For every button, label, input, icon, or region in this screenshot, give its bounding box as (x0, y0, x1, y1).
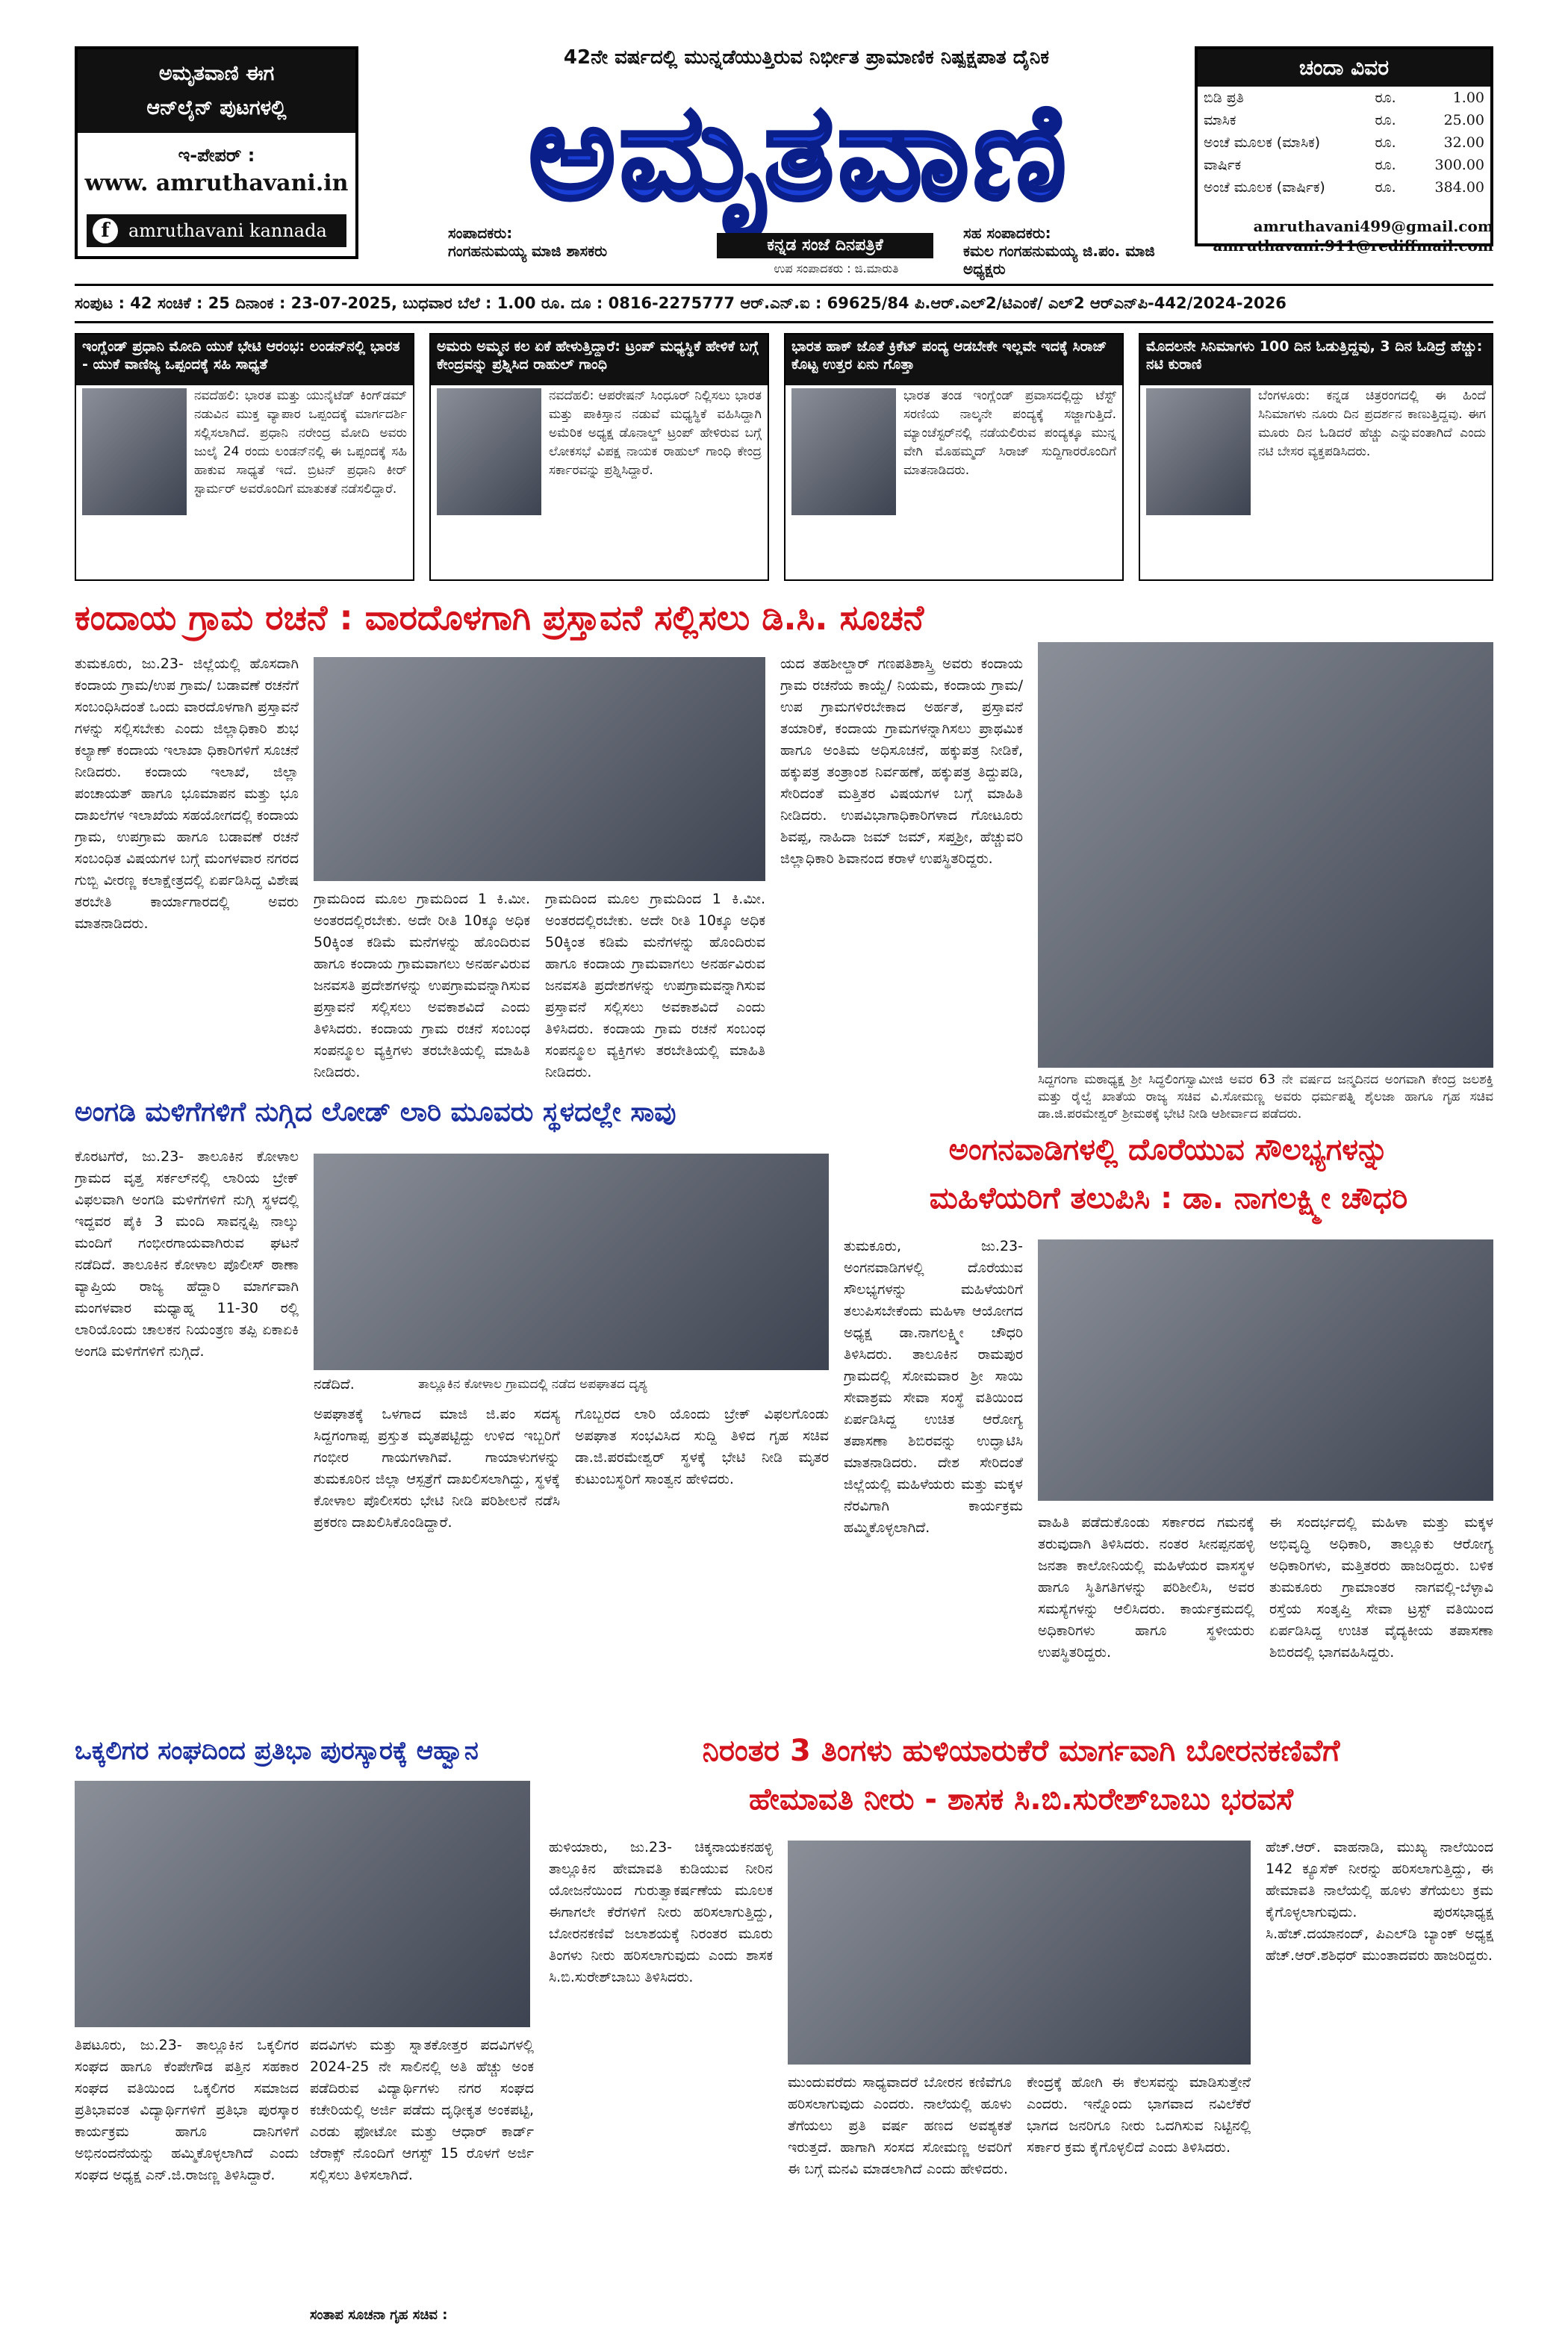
hemavathi-headline-2[interactable]: ಹೇಮಾವತಿ ನೀರು - ಶಾಸಕ ಸಿ.ಬಿ.ಸುರೇಶ್‌ಬಾಬು ಭರವಸೆ (749, 1782, 1293, 1817)
top-news-box[interactable] (784, 333, 1124, 581)
editor-block (448, 224, 717, 260)
facebook-badge[interactable] (87, 214, 346, 247)
rate-label: ಅಂಚೆ ಮೂಲಕ (ಮಾಸಿಕ) (1204, 134, 1321, 151)
top-news-headline: ಮೊದಲನೇ ಸಿನಿಮಾಗಳು 100 ದಿನ ಓಡುತ್ತಿದ್ದವು, 3 ದಿನ ಓಡಿದ್ರೆ ಹೆಚ್ಚು: ನಟಿ ಕುರಾಣಿ (1140, 335, 1492, 385)
rate-value: 32.00 (1443, 134, 1484, 151)
anganwadi-col-3: ಈ ಸಂದರ್ಭದಲ್ಲಿ ಮಹಿಳಾ ಮತ್ತು ಮಕ್ಕಳ ಅಭಿವೃದ್ಧಿ ಅಧಿಕಾರಿ, ತಾಲ್ಲೂಕು ಆರೋಗ್ಯ ಅಧಿಕಾರಿಗಳು, ಮತ್ತಿತರರು ಹಾಜರಿದ್ದರು. ಬಳಿಕ ತುಮಕೂರು ಗ್ರಾಮಾಂತರ ನಾಗವಲ್ಲಿ-ಬೆಳ್ಳಾವಿ ರಸ್ತೆಯ ಸಂತೃಪ್ತಿ ಸೇವಾ ಟ್ರಸ್ಟ್ ವತಿಯಿಂದ ಏರ್ಪಡಿಸಿದ್ದ ಉಚಿತ ವೈದ್ಯಕೀಯ ತಪಾಸಣಾ ಶಿಬಿರದಲ್ಲಿ ಭಾಗವಹಿಸಿದ್ದರು. (1269, 1514, 1493, 1661)
hemavathi-col-3: ಕೇಂದ್ರಕ್ಕೆ ಹೋಗಿ ಈ ಕೆಲಸವನ್ನು ಮಾಡಿಸುತ್ತೇನೆ ಎಂದರು. ಇನ್ನೊಂದು ಭಾಗವಾದ ನವಿಲೆಕೆರೆ ಭಾಗದ ಜನರಿಗೂ ನೀರು ಒದಗಿಸುವ ನಿಟ್ಟಿನಲ್ಲಿ ಸರ್ಕಾರ ಕ್ರಮ ಕೈಗೊಳ್ಳಲಿದೆ ಎಂದು ತಿಳಿಸಿದರು. (1027, 2074, 1251, 2156)
top-news-text: ನವದೆಹಲಿ: ಭಾರತ ಮತ್ತು ಯುನೈಟೆಡ್ ಕಿಂಗ್‌ಡಮ್ ನಡುವಿನ ಮುಕ್ತ ವ್ಯಾಪಾರ ಒಪ್ಪಂದಕ್ಕೆ ಮಾರ್ಗದರ್ಶಿ ಸಲ್ಲಿಸಲಾಗಿದೆ. ಪ್ರಧಾನಿ ನರೇಂದ್ರ ಮೋದಿ ಅವರು ಜುಲೈ 24 ರಂದು ಲಂಡನ್‌ನಲ್ಲಿ ಈ ಒಪ್ಪಂದಕ್ಕೆ ಸಹಿ ಹಾಕುವ ಸಾಧ್ಯತೆ ಇದೆ. ಬ್ರಿಟನ್ ಪ್ರಧಾನಿ ಕೀರ್ ಸ್ಟಾರ್ಮರ್ ಅವರೊಂದಿಗೆ ಮಾತುಕತೆ ನಡೆಸಲಿದ್ದಾರೆ. (194, 388, 407, 497)
hemavathi-col-1: ಹುಳಿಯಾರು, ಜು.23- ಚಿಕ್ಕನಾಯಕನಹಳ್ಳಿ ತಾಲ್ಲೂಕಿನ ಹೇಮಾವತಿ ಕುಡಿಯುವ ನೀರಿನ ಯೋಜನೆಯಿಂದ ಗುರುತ್ವಾಕರ್ಷಣೆಯ ಮೂಲಕ ಈಗಾಗಲೇ ಕೆರೆಗಳಿಗೆ ನೀರು ಹರಿಸಲಾಗುತ್ತಿದ್ದು, ಬೋರನಕಣಿವೆ ಜಲಾಶಯಕ್ಕೆ ನಿರಂತರ ಮೂರು ತಿಂಗಳು ನೀರು ಹರಿಸಲಾಗುವುದು ಎಂದು ಶಾಸಕ ಸಿ.ಬಿ.ಸುರೇಶ್‌ಬಾಬು ತಿಳಿಸಿದರು. (549, 1839, 773, 1985)
accident-col-2: ಅಪಘಾತಕ್ಕೆ ಒಳಗಾದ ಮಾಜಿ ಜಿ.ಪಂ ಸದಸ್ಯ ಸಿದ್ದಗಂಗಾಪ್ಪ ಪ್ರಸ್ತುತ ಮೃತಪಟ್ಟಿದ್ದು ಉಳಿದ ಇಬ್ಬರಿಗೆ ಗಂಭೀರ ಗಾಯಗಳಾಗಿವೆ. ಗಾಯಾಳುಗಳನ್ನು ತುಮಕೂರಿನ ಜಿಲ್ಲಾ ಆಸ್ಪತ್ರೆಗೆ ದಾಖಲಿಸಲಾಗಿದ್ದು, ಸ್ಥಳಕ್ಕೆ ಕೋಳಾಲ ಪೊಲೀಸರು ಭೇಟಿ ನೀಡಿ ಪರಿಶೀಲನೆ ನಡೆಸಿ ಪ್ರಕರಣ ದಾಖಲಿಸಿಕೊಂಡಿದ್ದಾರೆ. (314, 1406, 560, 1531)
email-1[interactable]: amruthavani499@gmail.com (1253, 217, 1493, 235)
top-news-headline: ಇಂಗ್ಲೆಂಡ್ ಪ್ರಧಾನಿ ಮೋದಿ ಯುಕೆ ಭೇಟಿ ಆರಂಭ: ಲಂಡನ್‌ನಲ್ಲಿ ಭಾರತ - ಯುಕೆ ವಾಣಿಜ್ಯ ಒಪ್ಪಂದಕ್ಕೆ ಸಹಿ ಸಾಧ್ಯತೆ (76, 335, 413, 385)
editor-label: ಸಂಪಾದಕರು: (448, 224, 513, 242)
top-news-headline: ಅಮರು ಅಮ್ಮನ ಕಲ ಏಕೆ ಹೇಳುತ್ತಿದ್ದಾರೆ: ಟ್ರಂಪ್ ಮಧ್ಯಸ್ಥಿಕೆ ಹೇಳಿಕೆ ಬಗ್ಗೆ ಕೇಂದ್ರವನ್ನು ಪ್ರಶ್ನಿಸಿದ ರಾಹುಲ್ ಗಾಂಧಿ (431, 335, 768, 385)
facebook-icon: f (93, 218, 118, 243)
accident-photo (314, 1154, 829, 1370)
promo-heading (78, 49, 355, 133)
workshop-photo (314, 657, 765, 881)
hemavathi-col-2: ಮುಂದುವರೆದು ಸಾಧ್ಯವಾದರೆ ಬೋರನ ಕಣಿವೆಗೂ ಹರಿಸಲಾಗುವುದು ಎಂದರು. ನಾಲೆಯಲ್ಲಿ ಹೂಳು ತೆಗೆಯಲು ಪ್ರತಿ ವರ್ಷ ಹಣದ ಅವಶ್ಯಕತೆ ಇರುತ್ತದೆ. ಹಾಗಾಗಿ ಸಂಸದ ಸೋಮಣ್ಣ ಅವರಿಗೆ ಈ ಬಗ್ಗೆ ಮನವಿ ಮಾಡಲಾಗಿದೆ ಎಂದು ಹೇಳಿದರು. (788, 2074, 1012, 2177)
subscription-row (1198, 87, 1490, 109)
coeditor-label: ಸಹ ಸಂಪಾದಕರು: (963, 224, 1051, 242)
accident-caption-left: ನಡೆದಿದೆ. (314, 1376, 355, 1393)
rate-currency: ರೂ. (1375, 134, 1396, 151)
hemavathi-photo (788, 1841, 1251, 2065)
subscription-row (1198, 131, 1490, 154)
divider (75, 284, 1493, 286)
vokkaliga-headline[interactable]: ಒಕ್ಕಲಿಗರ ಸಂಘದಿಂದ ಪ್ರತಿಭಾ ಪುರಸ್ಕಾರಕ್ಕೆ ಆಹ್ವಾನ (75, 1736, 479, 1766)
news-photo (437, 388, 541, 515)
editor-name: ಗಂಗಹನುಮಯ್ಯ ಮಾಜಿ ಶಾಸಕರು (448, 242, 608, 260)
vokkaliga-photo (75, 1781, 530, 2027)
siddaganga-photo (1038, 642, 1493, 1068)
top-news-headline: ಭಾರತ ಹಾಕ್ ಜೊತೆ ಕ್ರಿಕೆಟ್ ಪಂದ್ಯ ಆಡಬೇಕೇ ಇಲ್ಲವೇ ಇದಕ್ಕೆ ಸಿರಾಜ್ ಕೊಟ್ಟ ಉತ್ತರ ಏನು ಗೊತ್ತಾ (785, 335, 1122, 385)
website-link[interactable]: www. amruthavani.in (84, 170, 349, 196)
vokkaliga-col-2: ಪದವಿಗಳು ಮತ್ತು ಸ್ನಾತಕೋತ್ತರ ಪದವಿಗಳಲ್ಲಿ 2024-25 ನೇ ಸಾಲಿನಲ್ಲಿ ಅತಿ ಹೆಚ್ಚು ಅಂಕ ಪಡೆದಿರುವ ವಿದ್ಯಾರ್ಥಿಗಳು ನಗರ ಸಂಘದ ಕಚೇರಿಯಲ್ಲಿ ಅರ್ಜಿ ಪಡೆದು ದೃಢೀಕೃತ ಅಂಕಪಟ್ಟಿ, ಎರಡು ಫೋಟೋ ಮತ್ತು ಆಧಾರ್ ಕಾರ್ಡ್ ಜೆರಾಕ್ಸ್ ನೊಂದಿಗೆ ಆಗಸ್ಟ್ 15 ರೊಳಗೆ ಅರ್ಜಿ ಸಲ್ಲಿಸಲು ತಿಳಿಸಲಾಗಿದೆ. (310, 2037, 534, 2183)
facebook-label: amruthavani kannada (128, 220, 327, 241)
epaper-label: ಇ-ಪೇಪರ್ : (178, 145, 255, 166)
rate-currency: ರೂ. (1375, 157, 1396, 173)
rate-label: ವಾರ್ಷಿಕ (1204, 157, 1242, 173)
anganwadi-headline-2[interactable]: ಮಹಿಳೆಯರಿಗೆ ತಲುಪಿಸಿ : ಡಾ. ನಾಗಲಕ್ಷ್ಮೀ ಚೌಧರಿ (929, 1181, 1408, 1216)
top-news-text: ನವದೆಹಲಿ: ಆಪರೇಷನ್ ಸಿಂಧೂರ್ ನಿಲ್ಲಿಸಲು ಭಾರತ ಮತ್ತು ಪಾಕಿಸ್ತಾನ ನಡುವೆ ಮಧ್ಯಸ್ಥಿಕೆ ವಹಿಸಿದ್ದಾಗಿ ಅಮೆರಿಕ ಅಧ್ಯಕ್ಷ ಡೊನಾಲ್ಡ್ ಟ್ರಂಪ್ ಹೇಳಿರುವ ಬಗ್ಗೆ ಲೋಕಸಭೆ ವಿಪಕ್ಷ ನಾಯಕ ರಾಹುಲ್ ಗಾಂಧಿ ಕೇಂದ್ರ ಸರ್ಕಾರವನ್ನು ಪ್ರಶ್ನಿಸಿದ್ದಾರೆ. (549, 388, 762, 478)
siddaganga-caption: ಸಿದ್ದಗಂಗಾ ಮಠಾಧ್ಯಕ್ಷ ಶ್ರೀ ಸಿದ್ಧಲಿಂಗಸ್ವಾಮೀಜಿ ಅವರ 63 ನೇ ವರ್ಷದ ಜನ್ಮದಿನದ ಅಂಗವಾಗಿ ಕೇಂದ್ರ ಜಲಶಕ್ತಿ ಮತ್ತು ರೈಲ್ವೆ ಖಾತೆಯ ರಾಜ್ಯ ಸಚಿವ ವಿ.ಸೋಮಣ್ಣ ಅವರು ಧರ್ಮಪತ್ನಿ ಶೈಲಜಾ ಹಾಗೂ ಗೃಹ ಸಚಿವ ಡಾ.ಜಿ.ಪರಮೇಶ್ವರ್ ಶ್ರೀಮಠಕ್ಕೆ ಭೇಟಿ ನೀಡಿ ಆಶೀರ್ವಾದ ಪಡೆದರು. (1038, 1072, 1493, 1121)
main-col-1: ತುಮಕೂರು, ಜು.23- ಜಿಲ್ಲೆಯಲ್ಲಿ ಹೊಸದಾಗಿ ಕಂದಾಯ ಗ್ರಾಮ/ಉಪ ಗ್ರಾಮ/ ಬಡಾವಣೆ ರಚನೆಗೆ ಸಂಬಂಧಿಸಿದಂತೆ ಒಂದು ವಾರದೊಳಗಾಗಿ ಪ್ರಸ್ತಾವನೆ ಗಳನ್ನು ಸಲ್ಲಿಸಬೇಕು ಎಂದು ಜಿಲ್ಲಾಧಿಕಾರಿ ಶುಭ ಕಲ್ಯಾಣ್ ಕಂದಾಯ ಇಲಾಖಾ ಧಿಕಾರಿಗಳಿಗೆ ಸೂಚನೆ ನೀಡಿದರು. ಕಂದಾಯ ಇಲಾಖೆ, ಜಿಲ್ಲಾ ಪಂಚಾಯತ್ ಹಾಗೂ ಭೂಮಾಪನ ಮತ್ತು ಭೂ ದಾಖಲೆಗಳ ಇಲಾಖೆಯ ಸಹಯೋಗದಲ್ಲಿ ಕಂದಾಯ ಗ್ರಾಮ, ಉಪಗ್ರಾಮ ಹಾಗೂ ಬಡಾವಣೆ ರಚನೆ ಸಂಬಂಧಿತ ವಿಷಯಗಳ ಬಗ್ಗೆ ಮಂಗಳವಾರ ನಗರದ ಗುಬ್ಬಿ ವೀರಣ್ಣ ಕಲಾಕ್ಷೇತ್ರದಲ್ಲಿ ಏರ್ಪಡಿಸಿದ್ದ ವಿಶೇಷ ತರಬೇತಿ ಕಾರ್ಯಾಗಾರದಲ್ಲಿ ಅವರು ಮಾತನಾಡಿದರು. (75, 656, 299, 932)
main-col-3: ಯದ ತಹಶೀಲ್ದಾರ್ ಗಣಪತಿಶಾಸ್ತ್ರಿ ಅವರು ಕಂದಾಯ ಗ್ರಾಮ ರಚನೆಯ ಕಾಯ್ದೆ/ ನಿಯಮ, ಕಂದಾಯ ಗ್ರಾಮ/ಉಪ ಗ್ರಾಮಗಳಿರಬೇಕಾದ ಅರ್ಹತೆ, ಪ್ರಸ್ತಾವನೆ ತಯಾರಿಕೆ, ಕಂದಾಯ ಗ್ರಾಮಗಳನ್ನಾಗಿಸಲು ಪ್ರಾಥಮಿಕ ಹಾಗೂ ಅಂತಿಮ ಅಧಿಸೂಚನೆ, ಹಕ್ಕುಪತ್ರ ನೀಡಿಕೆ, ಹಕ್ಕುಪತ್ರ ತಂತ್ರಾಂಶ ನಿರ್ವಹಣೆ, ಹಕ್ಕುಪತ್ರ ತಿದ್ದುಪಡಿ, ಸೇರಿದಂತೆ ಮತ್ತಿತರ ವಿಷಯಗಳ ಬಗ್ಗೆ ಮಾಹಿತಿ ನೀಡಿದರು. ಉಪವಿಭಾಗಾಧಿಕಾರಿಗಳಾದ ಗೋಟೂರು ಶಿವಪ್ಪ, ನಾಹಿದಾ ಜಮ್ ಜಮ್, ಸಪ್ತಶ್ರೀ, ಹೆಚ್ಚುವರಿ ಜಿಲ್ಲಾಧಿಕಾರಿ ಶಿವಾನಂದ ಕರಾಳೆ ಉಪಸ್ಥಿತರಿದ್ದರು. (780, 656, 1023, 867)
rate-currency: ರೂ. (1375, 90, 1396, 106)
online-promo-box (75, 46, 358, 259)
subscription-title: ಚಂದಾ ವಿವರ (1198, 49, 1490, 87)
subscription-table (1198, 87, 1490, 199)
promo-line-2: ಆನ್‌ಲೈನ್ ಪುಟಗಳಲ್ಲಿ (146, 96, 287, 119)
rate-value: 1.00 (1452, 90, 1484, 106)
main-col-2a: ಗ್ರಾಮದಿಂದ ಮೂಲ ಗ್ರಾಮದಿಂದ 1 ಕಿ.ಮೀ. ಅಂತರದಲ್ಲಿರಬೇಕು. ಅದೇ ರೀತಿ 10ಕ್ಕೂ ಅಧಿಕ 50ಕ್ಕಿಂತ ಕಡಿಮೆ ಮನೆಗಳನ್ನು ಹೊಂದಿರುವ ಹಾಗೂ ಕಂದಾಯ ಗ್ರಾಮವಾಗಲು ಅನರ್ಹವಿರುವ ಜನವಸತಿ ಪ್ರದೇಶಗಳನ್ನು ಉಪಗ್ರಾಮವನ್ನಾಗಿಸುವ ಪ್ರಸ್ತಾವನೆ ಸಲ್ಲಿಸಲು ಅವಕಾಶವಿದೆ ಎಂದು ತಿಳಿಸಿದರು. ಕಂದಾಯ ಗ್ರಾಮ ರಚನೆ ಸಂಬಂಧ ಸಂಪನ್ಮೂಲ ವ್ಯಕ್ತಿಗಳು ತರಬೇತಿಯಲ್ಲಿ ಮಾಹಿತಿ ನೀಡಿದರು. (314, 891, 530, 1080)
contact-emails (1202, 217, 1493, 255)
rate-value: 25.00 (1443, 112, 1484, 128)
top-news-box[interactable] (1139, 333, 1493, 581)
rate-label: ಬಿಡಿ ಪ್ರತಿ (1204, 90, 1244, 106)
rate-value: 300.00 (1434, 157, 1484, 173)
news-photo (1146, 388, 1251, 515)
email-2[interactable]: amruthavani.911@rediffmail.com (1213, 237, 1493, 255)
main-col-2b: ಗ್ರಾಮದಿಂದ ಮೂಲ ಗ್ರಾಮದಿಂದ 1 ಕಿ.ಮೀ. ಅಂತರದಲ್ಲಿರಬೇಕು. ಅದೇ ರೀತಿ 10ಕ್ಕೂ ಅಧಿಕ 50ಕ್ಕಿಂತ ಕಡಿಮೆ ಮನೆಗಳನ್ನು ಹೊಂದಿರುವ ಹಾಗೂ ಕಂದಾಯ ಗ್ರಾಮವಾಗಲು ಅನರ್ಹವಿರುವ ಜನವಸತಿ ಪ್ರದೇಶಗಳನ್ನು ಉಪಗ್ರಾಮವನ್ನಾಗಿಸುವ ಪ್ರಸ್ತಾವನೆ ಸಲ್ಲಿಸಲು ಅವಕಾಶವಿದೆ ಎಂದು ತಿಳಿಸಿದರು. ಕಂದಾಯ ಗ್ರಾಮ ರಚನೆ ಸಂಬಂಧ ಸಂಪನ್ಮೂಲ ವ್ಯಕ್ತಿಗಳು ತರಬೇತಿಯಲ್ಲಿ ಮಾಹಿತಿ ನೀಡಿದರು. (545, 891, 765, 1080)
main-headline[interactable]: ಕಂದಾಯ ಗ್ರಾಮ ರಚನೆ : ವಾರದೊಳಗಾಗಿ ಪ್ರಸ್ತಾವನೆ ಸಲ್ಲಿಸಲು ಡಿ.ಸಿ. ಸೂಚನೆ (75, 597, 924, 638)
rate-label: ಅಂಚೆ ಮೂಲಕ (ವಾರ್ಷಿಕ) (1204, 179, 1325, 196)
masthead-tagline: 42ನೇ ವರ್ಷದಲ್ಲಿ ಮುನ್ನಡೆಯುತ್ತಿರುವ ನಿರ್ಭೀತ ಪ್ರಾಮಾಣಿಕ ನಿಷ್ಪಕ್ಷಪಾತ ದೈನಿಕ (563, 46, 1050, 69)
masthead-title: ಅಮೃತವಾಣಿ (528, 75, 1070, 229)
anganwadi-photo (1038, 1239, 1493, 1501)
hemavathi-col-4: ಹೆಚ್.ಆರ್. ವಾಹನಾಡಿ, ಮುಖ್ಯ ನಾಲೆಯಿಂದ 142 ಕ್ಯೂಸೆಕ್ ನೀರನ್ನು ಹರಿಸಲಾಗುತ್ತಿದ್ದು, ಈ ಹೇಮಾವತಿ ನಾಲೆಯಲ್ಲಿ ಹೂಳು ತೆಗೆಯಲು ಕ್ರಮ ಕೈಗೊಳ್ಳಲಾಗುವುದು. ಪುರಸಭಾಧ್ಯಕ್ಷ ಸಿ.ಹೆಚ್.ದಯಾನಂದ್, ಪಿಎಲ್‌ಡಿ ಬ್ಯಾಂಕ್ ಅಧ್ಯಕ್ಷ ಹೆಚ್.ಆರ್.ಶಶಿಧರ್ ಮುಂತಾದವರು ಹಾಜರಿದ್ದರು. (1266, 1839, 1493, 1964)
hemavathi-headline-1[interactable]: ನಿರಂತರ 3 ತಿಂಗಳು ಹುಳಿಯಾರುಕೆರೆ ಮಾರ್ಗವಾಗಿ ಬೋರನಕಣಿವೆಗೆ (702, 1734, 1340, 1768)
vokkaliga-caption: ಸಂತಾಪ ಸೂಚನಾ ಗೃಹ ಸಚಿವ : (310, 2307, 448, 2323)
top-news-text: ಭಾರತ ತಂಡ ಇಂಗ್ಲೆಂಡ್ ಪ್ರವಾಸದಲ್ಲಿದ್ದು ಟೆಸ್ಟ್ ಸರಣಿಯ ನಾಲ್ಕನೇ ಪಂದ್ಯಕ್ಕೆ ಸಜ್ಜಾಗುತ್ತಿದೆ. ಮ್ಯಾಂಚೆಸ್ಟರ್‌ನಲ್ಲಿ ನಡೆಯಲಿರುವ ಪಂದ್ಯಕ್ಕೂ ಮುನ್ನ ವೇಗಿ ಮೊಹಮ್ಮದ್ ಸಿರಾಜ್ ಸುದ್ದಿಗಾರರೊಂದಿಗೆ ಮಾತನಾಡಿದರು. (903, 388, 1116, 478)
subscription-row (1198, 176, 1490, 199)
divider (75, 321, 1493, 323)
news-photo (791, 388, 896, 515)
rate-currency: ರೂ. (1375, 179, 1396, 196)
top-news-text: ಬೆಂಗಳೂರು: ಕನ್ನಡ ಚಿತ್ರರಂಗದಲ್ಲಿ ಈ ಹಿಂದೆ ಸಿನಿಮಾಗಳು ನೂರು ದಿನ ಪ್ರದರ್ಶನ ಕಾಣುತ್ತಿದ್ದವು. ಈಗ ಮೂರು ದಿನ ಓಡಿದರೆ ಹೆಚ್ಚು ಎನ್ನುವಂತಾಗಿದೆ ಎಂದು ನಟಿ ಬೇಸರ ವ್ಯಕ್ತಪಡಿಸಿದರು. (1258, 388, 1486, 459)
top-news-box[interactable] (429, 333, 769, 581)
anganwadi-headline-1[interactable]: ಅಂಗನವಾಡಿಗಳಲ್ಲಿ ದೊರೆಯುವ ಸೌಲಭ್ಯಗಳನ್ನು (948, 1133, 1389, 1167)
vokkaliga-col-1: ತಿಪಟೂರು, ಜು.23- ತಾಲ್ಲೂಕಿನ ಒಕ್ಕಲಿಗರ ಸಂಘದ ಹಾಗೂ ಕೆಂಪೇಗೌಡ ಪತ್ತಿನ ಸಹಕಾರ ಸಂಘದ ವತಿಯಿಂದ ಒಕ್ಕಲಿಗರ ಸಮಾಜದ ಪ್ರತಿಭಾವಂತ ವಿದ್ಯಾರ್ಥಿಗಳಿಗೆ ಪ್ರತಿಭಾ ಪುರಸ್ಕಾರ ಕಾರ್ಯಕ್ರಮ ಹಾಗೂ ದಾನಿಗಳಿಗೆ ಅಭಿನಂದನೆಯನ್ನು ಹಮ್ಮಿಕೊಳ್ಳಲಾಗಿದೆ ಎಂದು ಸಂಘದ ಅಧ್ಯಕ್ಷ ಎನ್.ಜಿ.ರಾಜಣ್ಣ ತಿಳಿಸಿದ್ದಾರೆ. (75, 2037, 299, 2183)
anganwadi-col-1: ತುಮಕೂರು, ಜು.23- ಅಂಗನವಾಡಿಗಳಲ್ಲಿ ದೊರೆಯುವ ಸೌಲಭ್ಯಗಳನ್ನು ಮಹಿಳೆಯರಿಗೆ ತಲುಪಿಸಬೇಕೆಂದು ಮಹಿಳಾ ಆಯೋಗದ ಅಧ್ಯಕ್ಷ ಡಾ.ನಾಗಲಕ್ಷ್ಮೀ ಚೌಧರಿ ತಿಳಿಸಿದರು. ತಾಲೂಕಿನ ರಾಮಪುರ ಗ್ರಾಮದಲ್ಲಿ ಸೋಮವಾರ ಶ್ರೀ ಸಾಯಿ ಸೇವಾಶ್ರಮ ಸೇವಾ ಸಂಸ್ಥೆ ವತಿಯಿಂದ ಏರ್ಪಡಿಸಿದ್ದ ಉಚಿತ ಆರೋಗ್ಯ ತಪಾಸಣಾ ಶಿಬಿರವನ್ನು ಉದ್ಘಾಟಿಸಿ ಮಾತನಾಡಿದರು. ದೇಶ ಸೇರಿದಂತೆ ಜಿಲ್ಲೆಯಲ್ಲಿ ಮಹಿಳೆಯರು ಮತ್ತು ಮಕ್ಕಳ ನೆರವಿಗಾಗಿ ಕಾರ್ಯಕ್ರಮ ಹಮ್ಮಿಕೊಳ್ಳಲಾಗಿದೆ. (844, 1238, 1023, 1536)
accident-headline[interactable]: ಅಂಗಡಿ ಮಳಿಗೆಗಳಿಗೆ ನುಗ್ಗಿದ ಲೋಡ್ ಲಾರಿ ಮೂವರು ಸ್ಥಳದಲ್ಲೇ ಸಾವು (75, 1097, 676, 1127)
accident-caption: ತಾಲ್ಲೂಕಿನ ಕೋಳಾಲ ಗ್ರಾಮದಲ್ಲಿ ನಡೆದ ಅಪಘಾತದ ದೃಶ್ಯ (418, 1377, 648, 1392)
issue-info-bar: ಸಂಪುಟ : 42 ಸಂಚಿಕೆ : 25 ದಿನಾಂಕ : 23-07-2025, ಬುಧವಾರ ಬೆಲೆ : 1.00 ರೂ. ದೂ : 0816-2275777 ಆರ್.ಎನ್.ಐ : 69625/84 ಪಿ.ಆರ್.ಎಲ್2/ಟಿಎಂಕೆ/ ಎಲ್2 ಆರ್‌ಎನ್‌ಪಿ-442/2024-2026 (75, 294, 1287, 312)
coeditor-name: ಕಮಲ ಗಂಗಹನುಮಯ್ಯ ಜಿ.ಪಂ. ಮಾಜಿ ಅಧ್ಯಕ್ಷರು (963, 242, 1155, 278)
news-photo (82, 388, 187, 515)
rate-currency: ರೂ. (1375, 112, 1396, 128)
rate-value: 384.00 (1434, 179, 1484, 196)
asst-editor: ಉಪ ಸಂಪಾದಕರು : ಜಿ.ಮಾರುತಿ (774, 261, 899, 276)
subscription-row (1198, 109, 1490, 131)
subscription-row (1198, 154, 1490, 176)
top-news-box[interactable] (75, 333, 414, 581)
accident-col-3: ಗೊಬ್ಬರದ ಲಾರಿ ಯೊಂದು ಬ್ರೇಕ್ ವಿಫಲಗೊಂಡು ಅಪಘಾತ ಸಂಭವಿಸಿದ ಸುದ್ದಿ ತಿಳಿದ ಗೃಹ ಸಚಿವ ಡಾ.ಜಿ.ಪರಮೇಶ್ವರ್ ಸ್ಥಳಕ್ಕೆ ಭೇಟಿ ನೀಡಿ ಮೃತರ ಕುಟುಂಬಸ್ಥರಿಗೆ ಸಾಂತ್ವನ ಹೇಳಿದರು. (575, 1406, 829, 1487)
paper-subtitle: ಕನ್ನಡ ಸಂಜೆ ದಿನಪತ್ರಿಕೆ (717, 233, 933, 258)
promo-line-1: ಅಮೃತವಾಣಿ ಈಗ (158, 62, 275, 85)
rate-label: ಮಾಸಿಕ (1204, 112, 1236, 128)
coeditor-block (963, 224, 1202, 278)
accident-col-1: ಕೊರಟಗೆರೆ, ಜು.23- ತಾಲೂಕಿನ ಕೋಳಾಲ ಗ್ರಾಮದ ವೃತ್ತ ಸರ್ಕಲ್‌ನಲ್ಲಿ ಲಾರಿಯ ಬ್ರೇಕ್ ವಿಫಲವಾಗಿ ಅಂಗಡಿ ಮಳಿಗೆಗಳಿಗೆ ನುಗ್ಗಿ ಸ್ಥಳದಲ್ಲಿ ಇದ್ದವರ ಪೈಕಿ 3 ಮಂದಿ ಸಾವನ್ನಪ್ಪಿ ನಾಲ್ಕು ಮಂದಿಗೆ ಗಂಭೀರಗಾಯವಾಗಿರುವ ಘಟನೆ ನಡೆದಿದೆ. ತಾಲೂಕಿನ ಕೋಳಾಲ ಪೊಲೀಸ್ ಠಾಣಾ ವ್ಯಾಪ್ತಿಯ ರಾಜ್ಯ ಹೆದ್ದಾರಿ ಮಾರ್ಗವಾಗಿ ಮಂಗಳವಾರ ಮಧ್ಯಾಹ್ನ 11-30 ರಲ್ಲಿ ಲಾರಿಯೊಂದು ಚಾಲಕನ ನಿಯಂತ್ರಣ ತಪ್ಪಿ ಏಕಾಏಕಿ ಅಂಗಡಿ ಮಳಿಗೆಗಳಿಗೆ ನುಗ್ಗಿದೆ. (75, 1148, 299, 1360)
anganwadi-col-2: ವಾಹಿತಿ ಪಡೆದುಕೊಂಡು ಸರ್ಕಾರದ ಗಮನಕ್ಕೆ ತರುವುದಾಗಿ ತಿಳಿಸಿದರು. ನಂತರ ಸೀನಪ್ಪನಹಳ್ಳಿ ಜನತಾ ಕಾಲೋನಿಯಲ್ಲಿ ಮಹಿಳೆಯರ ವಾಸಸ್ಥಳ ಹಾಗೂ ಸ್ಥಿತಿಗತಿಗಳನ್ನು ಪರಿಶೀಲಿಸಿ, ಅವರ ಸಮಸ್ಯೆಗಳನ್ನು ಆಲಿಸಿದರು. ಕಾರ್ಯಕ್ರಮದಲ್ಲಿ ಅಧಿಕಾರಿಗಳು ಹಾಗೂ ಸ್ಥಳೀಯರು ಉಪಸ್ಥಿತರಿದ್ದರು. (1038, 1514, 1254, 1661)
